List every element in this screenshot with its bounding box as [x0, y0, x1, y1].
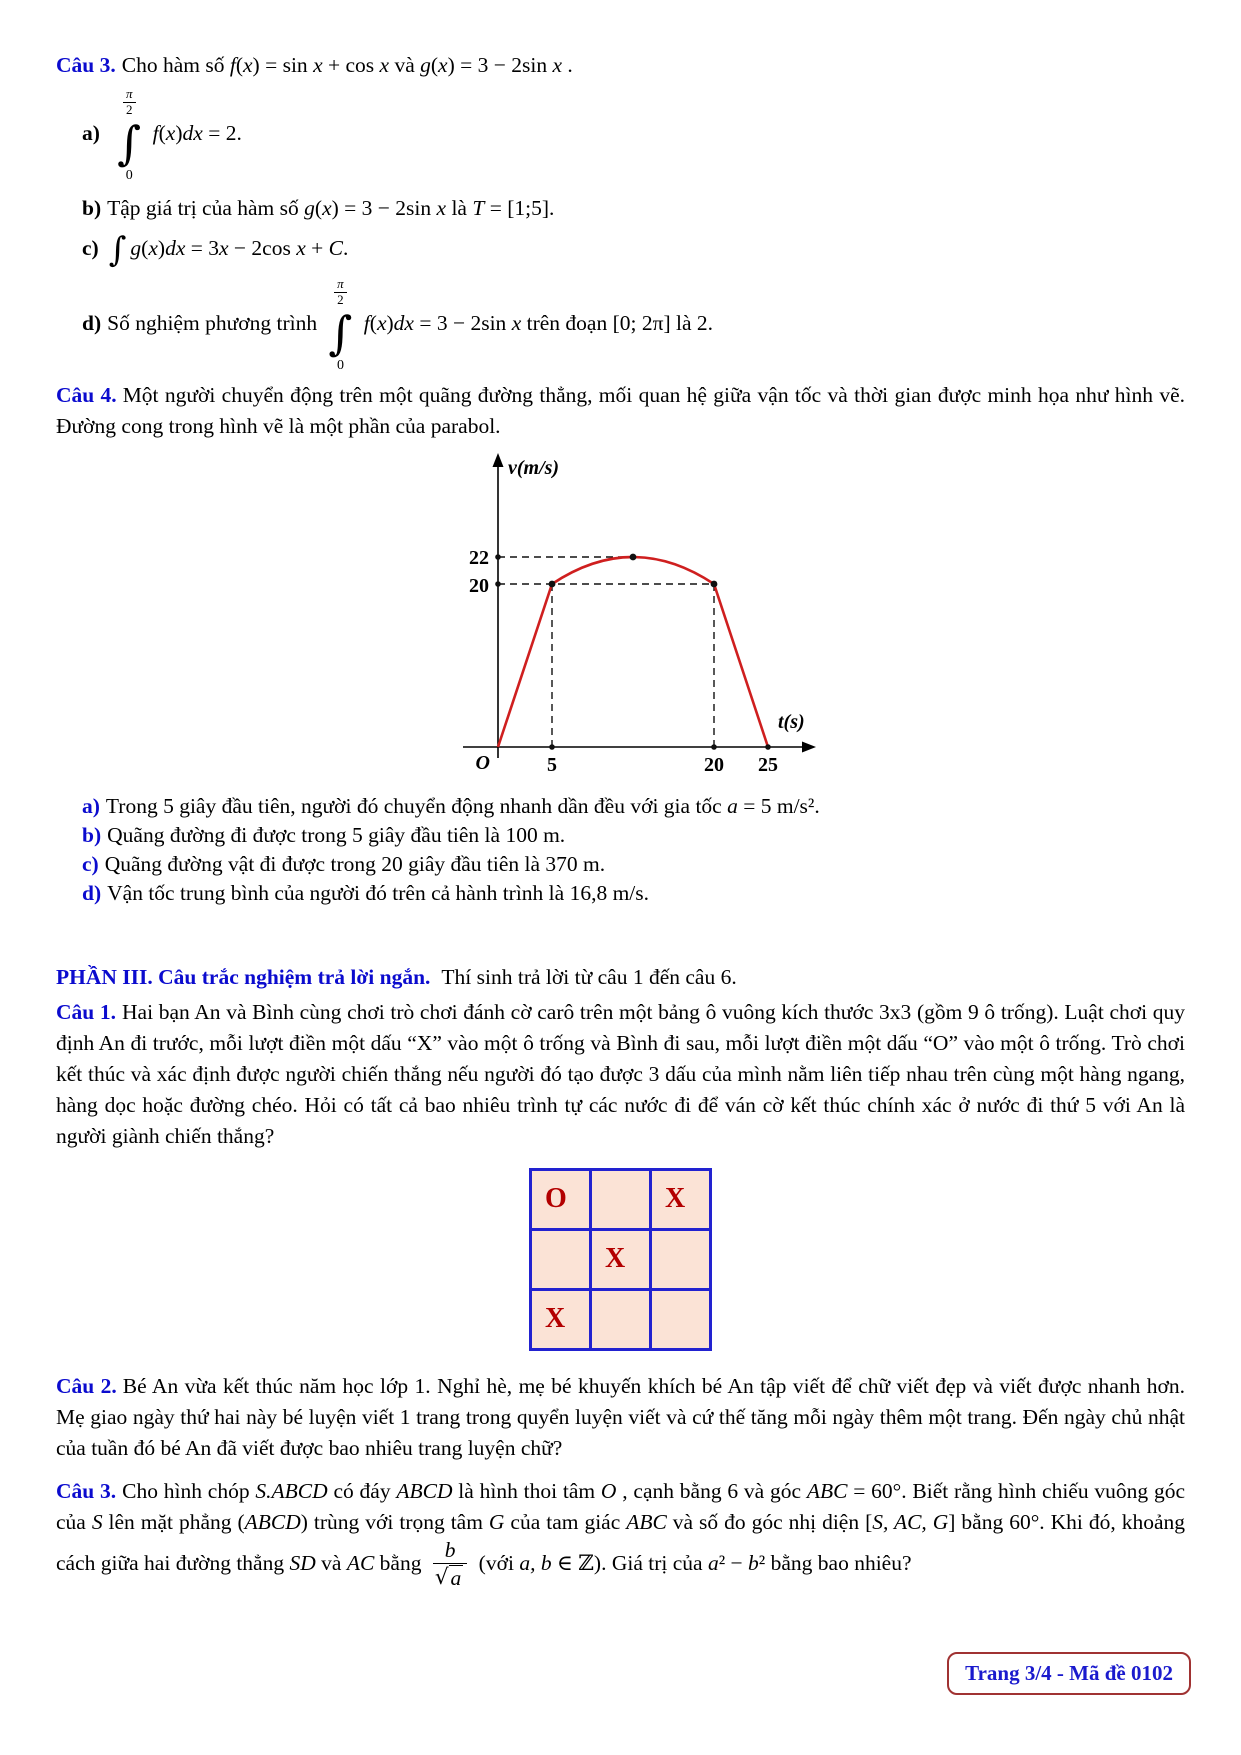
math-run: x — [313, 53, 323, 77]
text-run: , cạnh bằng 6 và góc — [616, 1478, 807, 1503]
math-run: g — [304, 196, 315, 221]
question-3-label: Câu 3. — [56, 53, 116, 77]
text-run: ² bằng bao nhiêu? — [758, 1550, 912, 1575]
board-cell-r1c1 — [532, 1171, 589, 1228]
math-run: a — [727, 793, 738, 818]
text-run: Quãng đường đi được trong 5 giây đầu tiên là 100 m. — [107, 822, 566, 847]
math-run: a — [707, 1550, 719, 1575]
math-run: S — [91, 1509, 103, 1534]
text-run: ) trùng với trọng tâm — [300, 1509, 489, 1534]
text-run: = 3 − 2sin — [413, 311, 512, 336]
part-a-formula — [153, 121, 242, 145]
p3-q3-text-2 — [473, 1551, 911, 1575]
text-run: trên đoạn [0; 2π] là 2. — [521, 311, 713, 336]
text-run: Vận tốc trung bình của người đó trên cả hành trình là 16,8 m/s. — [107, 880, 650, 905]
board-cell-r2c3 — [652, 1231, 709, 1288]
math-run: f — [363, 311, 370, 336]
text-run: ∈ ℤ). Giá trị của — [551, 1550, 708, 1575]
question-4-intro — [56, 383, 1185, 438]
text-run: (với — [473, 1550, 520, 1575]
p3-q3-label: Câu 3. — [56, 1478, 117, 1503]
statement-a-text — [106, 794, 820, 818]
text-run: . — [343, 236, 349, 261]
text-run: − 2cos — [228, 236, 297, 261]
math-run: S, AC, G — [872, 1509, 949, 1534]
text-run: + — [305, 236, 329, 261]
text-run: ) = 3 − 2sin — [331, 196, 437, 221]
text-run: ) — [157, 236, 166, 261]
math-run: x — [379, 53, 390, 77]
text-run: Bé An vừa kết thúc năm học lớp 1. Nghỉ hè, mẹ bé khuyến khích bé An tập viết để chữ viết đẹp và viết được nhanh hơn. Mẹ giao ngày thứ hai này bé luyện viết 1 trang trong quyển luyện viết và cứ thế tăng mỗi ngày thêm một trang. Đến ngày chủ nhật của tuần đó bé An đã viết được bao nhiêu trang luyện chữ? — [56, 1373, 1186, 1460]
p3-question-1 — [56, 997, 1185, 1152]
q3-part-d — [56, 277, 1185, 373]
q3-part-b — [56, 193, 1185, 223]
integral-with-limits — [117, 87, 141, 183]
text-run: . — [562, 53, 573, 77]
text-run: = 5 m/s². — [737, 793, 820, 818]
text-run: Cho hình chóp — [122, 1478, 256, 1503]
p3-q2-text — [56, 1374, 1185, 1460]
text-run: Trong 5 giây đầu tiên, người đó chuyển động nhanh dần đều với gia tốc — [105, 793, 728, 818]
text-run: ( — [158, 121, 166, 146]
math-run: G — [488, 1509, 505, 1534]
text-run: và — [389, 53, 421, 77]
math-run: x — [322, 196, 332, 221]
text-run: Quãng đường vật đi được trong 20 giây đầu tiên là 370 m. — [104, 851, 606, 876]
math-run: ABC — [626, 1509, 667, 1534]
cell-mark: O — [545, 1183, 567, 1215]
math-run: f — [229, 53, 236, 77]
text-run: Hai bạn An và Bình cùng chơi trò chơi đánh cờ carô trên một bảng ô vuông kích thước 3x3 (gồm 9 ô trống). Luật chơi quy định An đi trước, mỗi lượt điền một dấu “X” vào một ô trống và Bình đi sau, mỗi lượt điền một dấu “O” vào một ô trống. Trò chơi kết thúc và xác định được người chiến thắng nếu người đó tạo được 3 dấu của mình nằm liên tiếp nhau trên cùng một hàng ngang, hàng dọc hoặc đường chéo. Hỏi có tất cả bao nhiêu trình tự các nước đi để ván cờ kết thúc chính xác ở nước đi thứ 5 với An là người giành chiến thắng? — [56, 999, 1186, 1148]
text-run: Cho hàm số — [121, 53, 230, 77]
integral-sign: ∫ — [328, 306, 353, 361]
question-4-label: Câu 4. — [56, 382, 117, 407]
question-4-statements — [56, 792, 1185, 908]
statement-c-label: c) — [82, 851, 99, 876]
p3-question-3 — [56, 1476, 1185, 1593]
text-run: Số nghiệm phương trình — [107, 311, 323, 336]
math-run: x — [436, 196, 447, 221]
x-tick-25: 25 — [757, 753, 778, 776]
part-a-label: a) — [82, 121, 100, 146]
text-run: ) = sin — [252, 53, 314, 77]
text-run: và — [315, 1550, 347, 1575]
math-run: x — [438, 53, 448, 77]
part-c-label: c) — [82, 236, 99, 261]
text-run: Tập giá trị của hàm số — [107, 196, 305, 221]
integral-lower-limit: 0 — [336, 358, 344, 374]
text-run: = 60°. Biết rằng hình chiếu vuông góc của — [56, 1478, 1185, 1534]
text-run: ( — [141, 236, 149, 261]
text-run: ) = 3 − 2sin — [447, 53, 553, 77]
text-run: lên mặt phẳng ( — [102, 1509, 245, 1534]
math-run: C — [328, 236, 343, 261]
page-footer-text: Trang 3/4 - Mã đề 0102 — [965, 1661, 1173, 1685]
cell-mark: X — [605, 1243, 626, 1275]
text-run: = 2. — [202, 121, 242, 146]
sqrt-sign: √ — [434, 1565, 449, 1591]
text-run: là — [446, 196, 473, 221]
pi-symbol: π — [123, 87, 136, 103]
math-run: b — [748, 1550, 759, 1575]
math-run: g — [130, 236, 142, 261]
y-axis-arrow — [492, 453, 503, 467]
page-footer-badge — [947, 1652, 1191, 1695]
math-run: ABC — [806, 1478, 848, 1503]
board-cell-r2c1 — [532, 1231, 589, 1288]
y-axis-label: v(m/s) — [507, 456, 559, 479]
board-cell-r1c2 — [592, 1171, 649, 1228]
text-run: + cos — [322, 53, 380, 77]
integral-sign: ∫ — [108, 230, 127, 271]
text-run: = [1;5]. — [484, 196, 555, 221]
fraction-denominator — [433, 1563, 467, 1592]
q4-statement-b — [82, 821, 1185, 850]
statement-c-text — [105, 852, 605, 876]
math-run: S.ABCD — [255, 1478, 328, 1503]
question-4-header — [56, 380, 1185, 442]
x-axis-label: t(s) — [777, 710, 805, 733]
p3-question-2 — [56, 1371, 1185, 1464]
part-d-text — [107, 311, 322, 335]
statement-d-label: d) — [82, 880, 102, 905]
x-tick-5: 5 — [546, 753, 557, 776]
text-run: có đáy — [327, 1478, 397, 1503]
math-run: a, b — [519, 1550, 552, 1575]
fraction-numerator: b — [444, 1537, 456, 1562]
text-run: là hình thoi tâm — [452, 1478, 601, 1503]
x-tick-20: 20 — [703, 753, 724, 776]
integral-with-limits — [328, 277, 352, 373]
board-cell-r3c3 — [652, 1291, 709, 1348]
math-run: O — [600, 1478, 617, 1503]
math-run: x — [165, 121, 176, 146]
math-run: dx — [165, 236, 186, 261]
board-cell-r3c1 — [532, 1291, 589, 1348]
text-run: ) — [175, 121, 183, 146]
text-run: ( — [314, 196, 323, 221]
text-run: ² − — [718, 1550, 749, 1575]
limit-denominator: 2 — [337, 292, 344, 308]
math-run: x — [511, 311, 522, 336]
math-run: ABCD — [244, 1509, 301, 1534]
statement-a-label: a) — [82, 793, 100, 818]
p3-q2-label: Câu 2. — [56, 1373, 117, 1398]
fraction-b-over-sqrt-a — [433, 1538, 467, 1593]
text-run: ( — [430, 53, 439, 77]
part-3-title: PHẦN III. Câu trắc nghiệm trả lời ngắn. — [56, 964, 431, 989]
integral-sign: ∫ — [117, 115, 142, 170]
text-run: bằng — [374, 1550, 427, 1575]
part-b-label: b) — [82, 196, 102, 221]
question-3-intro — [122, 53, 573, 77]
math-run: f — [152, 121, 159, 146]
math-run: SD — [289, 1550, 316, 1575]
q3-part-a — [56, 87, 1185, 183]
statement-b-text — [107, 823, 565, 847]
math-run: x — [243, 53, 253, 77]
text-run: ) — [386, 311, 394, 336]
math-run: x — [376, 311, 387, 336]
math-run: x — [148, 236, 158, 261]
sqrt-radicand: a — [450, 1566, 462, 1591]
board-cell-r1c3 — [652, 1171, 709, 1228]
text-run: ( — [235, 53, 243, 77]
math-run: x — [552, 53, 563, 77]
y-tick-22: 22 — [468, 546, 489, 569]
math-run: x — [219, 236, 229, 261]
math-run: g — [420, 53, 431, 77]
math-run: T — [472, 196, 485, 221]
part-b-text — [107, 196, 554, 220]
part-c-formula — [130, 236, 348, 260]
board-cell-r3c2 — [592, 1291, 649, 1348]
part-d-formula — [364, 311, 713, 335]
statement-b-label: b) — [82, 822, 102, 847]
limit-denominator: 2 — [126, 101, 133, 117]
velocity-curve — [498, 557, 768, 747]
x-axis-arrow — [802, 741, 816, 752]
part-3-subtitle: Thí sinh trả lời từ câu 1 đến câu 6. — [436, 964, 737, 989]
part-d-label: d) — [82, 311, 102, 336]
text-run: = 3 — [185, 236, 219, 261]
q4-statement-c — [82, 850, 1185, 879]
q4-statement-d — [82, 879, 1185, 908]
question-3-header — [56, 50, 1185, 81]
pi-symbol: π — [334, 277, 347, 293]
math-run: dx — [182, 121, 203, 146]
part-3-header — [56, 962, 1185, 993]
origin-label: O — [475, 751, 490, 774]
integral-upper-limit — [123, 87, 136, 118]
math-run: x — [296, 236, 306, 261]
tictactoe-board — [529, 1168, 712, 1351]
integral-upper-limit — [334, 277, 347, 308]
text-run: và số đo góc nhị diện [ — [666, 1509, 873, 1534]
math-run: dx — [393, 311, 414, 336]
statement-d-text — [107, 881, 649, 905]
velocity-time-graph — [406, 452, 836, 784]
board-cell-r2c2 — [592, 1231, 649, 1288]
cell-mark: X — [665, 1183, 686, 1215]
y-tick-20: 20 — [468, 574, 489, 597]
p3-q1-label: Câu 1. — [56, 999, 117, 1024]
text-run: của tam giác — [504, 1509, 627, 1534]
q4-statement-a — [82, 792, 1185, 821]
p3-q1-text — [56, 1000, 1185, 1148]
q3-part-c — [56, 230, 1185, 271]
cell-mark: X — [545, 1303, 566, 1335]
integral-lower-limit: 0 — [125, 167, 133, 183]
math-run: ABCD — [396, 1478, 453, 1503]
text-run: ( — [369, 311, 377, 336]
text-run: ] bằng 60°. Khi đó, khoảng cách giữa hai đường thẳng — [56, 1509, 1185, 1575]
math-run: AC — [346, 1550, 375, 1575]
text-run: Một người chuyển động trên một quãng đường thẳng, mối quan hệ giữa vận tốc và thời gian được minh họa như hình vẽ. Đường cong trong hình vẽ là một phần của parabol. — [56, 382, 1186, 438]
